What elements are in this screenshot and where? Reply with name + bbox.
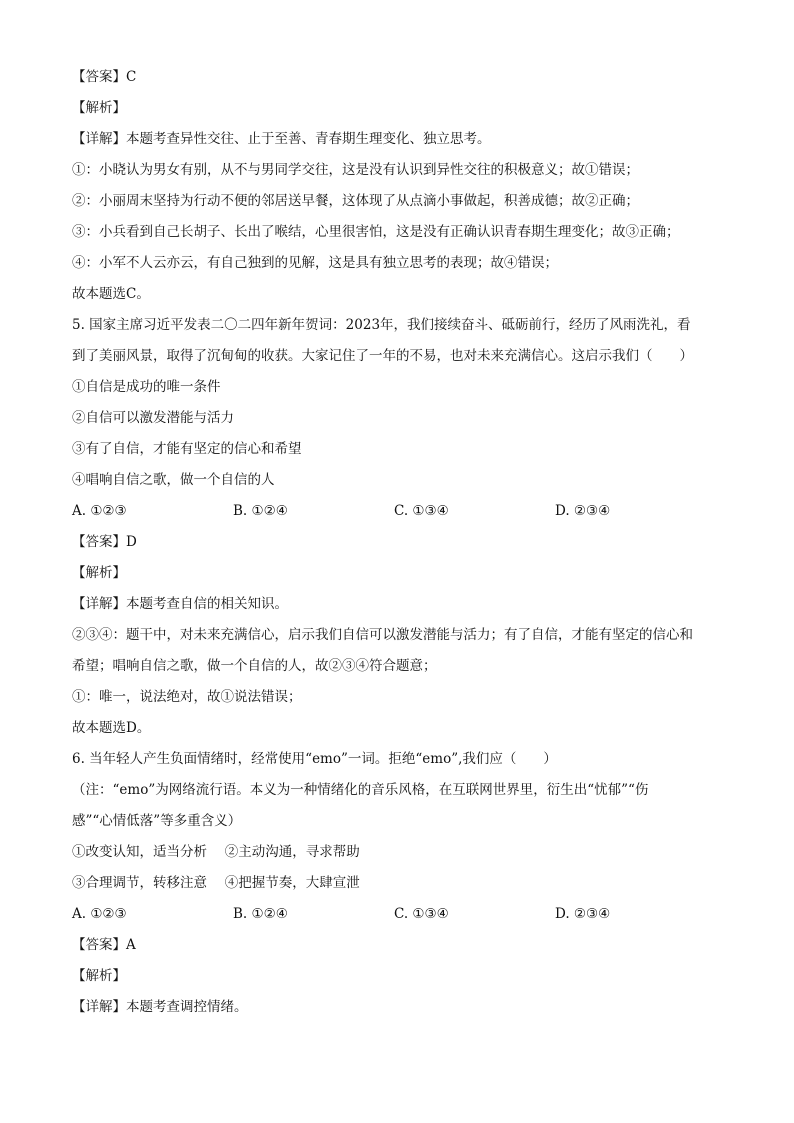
- answer-value: D: [126, 534, 137, 550]
- q6-stem: 6. 当年轻人产生负面情绪时，经常使用“emo”一词。拒绝“emo”,我们应（ ）: [72, 751, 557, 767]
- q5-stem-line-2: 到了美丽风景，取得了沉甸甸的收获。大家记住了一年的不易，也对未来充满信心。这启示我们（ ）: [72, 348, 693, 364]
- answer-tag: 【答案】: [72, 534, 126, 550]
- q4-point-2: ②：小丽周末坚持为行动不便的邻居送早餐，这体现了从点滴小事做起，积善成德；故②正确；: [72, 193, 639, 209]
- q5-stem-line-1: 5. 国家主席习近平发表二〇二四年新年贺词：2023年，我们接续奋斗、砥砺前行，经历了风雨洗礼，看: [72, 317, 691, 333]
- q5-option-d: D. ②③④: [555, 503, 611, 519]
- q6-option-a: A. ①②③: [72, 906, 127, 922]
- q5-options: [72, 496, 732, 527]
- detail-tag: 【详解】: [72, 999, 126, 1015]
- q5-statement-2: ②自信可以激发潜能与活力: [72, 410, 234, 426]
- q5-conclusion: 故本题选D。: [72, 720, 151, 736]
- q6-statement-line-1: ①改变认知，适当分析 ②主动沟通，寻求帮助: [72, 844, 360, 860]
- q5-explain-line-3: ①：唯一，说法绝对，故①说法错误；: [72, 689, 302, 705]
- q5-statement-3: ③有了自信，才能有坚定的信心和希望: [72, 441, 302, 457]
- answer-tag: 【答案】: [72, 69, 126, 85]
- q6-note-line-1: （注：“emo”为网络流行语。本义为一种情绪化的音乐风格，在互联网世界里，衍生出“忧郁”“伤: [72, 782, 649, 798]
- q4-point-4: ④：小军不人云亦云，有自己独到的见解，这是具有独立思考的表现；故④错误；: [72, 255, 558, 271]
- q4-conclusion: 故本题选C。: [72, 286, 150, 302]
- detail-text: 本题考查调控情绪。: [126, 999, 248, 1015]
- answer-tag: 【答案】: [72, 937, 126, 953]
- q5-explain-line-2: 希望；唱响自信之歌，做一个自信的人，故②③④符合题意；: [72, 658, 437, 674]
- answer-value: C: [126, 69, 137, 85]
- q6-option-c: C. ①③④: [394, 906, 449, 922]
- q5-analysis-label: 【解析】: [72, 565, 126, 581]
- page-content: [72, 62, 732, 1023]
- q4-answer-line: [72, 62, 732, 93]
- q5-option-c: C. ①③④: [394, 503, 449, 519]
- q4-analysis-label: 【解析】: [72, 100, 126, 116]
- detail-tag: 【详解】: [72, 596, 126, 612]
- q5-detail-line: [72, 589, 732, 620]
- q6-options: [72, 899, 732, 930]
- answer-value: A: [126, 937, 136, 953]
- q5-option-b: B. ①②④: [233, 503, 288, 519]
- q5-answer-line: [72, 527, 732, 558]
- detail-tag: 【详解】: [72, 131, 126, 147]
- q6-note-line-2: 感”“心情低落”等多重含义）: [72, 813, 242, 829]
- q5-option-a: A. ①②③: [72, 503, 127, 519]
- q5-statement-4: ④唱响自信之歌，做一个自信的人: [72, 472, 275, 488]
- q5-explain-line-1: ②③④：题干中，对未来充满信心，启示我们自信可以激发潜能与活力；有了自信，才能有坚定的信心和: [72, 627, 693, 643]
- q4-point-3: ③：小兵看到自己长胡子、长出了喉结，心里很害怕，这是没有正确认识青春期生理变化；故③正确；: [72, 224, 680, 240]
- q5-statement-1: ①自信是成功的唯一条件: [72, 379, 221, 395]
- q6-option-b: B. ①②④: [233, 906, 288, 922]
- detail-text: 本题考查异性交往、止于至善、青春期生理变化、独立思考。: [126, 131, 491, 147]
- q6-statement-line-2: ③合理调节，转移注意 ④把握节奏，大肆宣泄: [72, 875, 360, 891]
- q6-answer-line: [72, 930, 732, 961]
- q6-option-d: D. ②③④: [555, 906, 611, 922]
- q6-analysis-label: 【解析】: [72, 968, 126, 984]
- q6-detail-line: [72, 992, 732, 1023]
- q4-detail-line: [72, 124, 732, 155]
- detail-text: 本题考查自信的相关知识。: [126, 596, 288, 612]
- q4-point-1: ①：小晓认为男女有别，从不与男同学交往，这是没有认识到异性交往的积极意义；故①错误；: [72, 162, 639, 178]
